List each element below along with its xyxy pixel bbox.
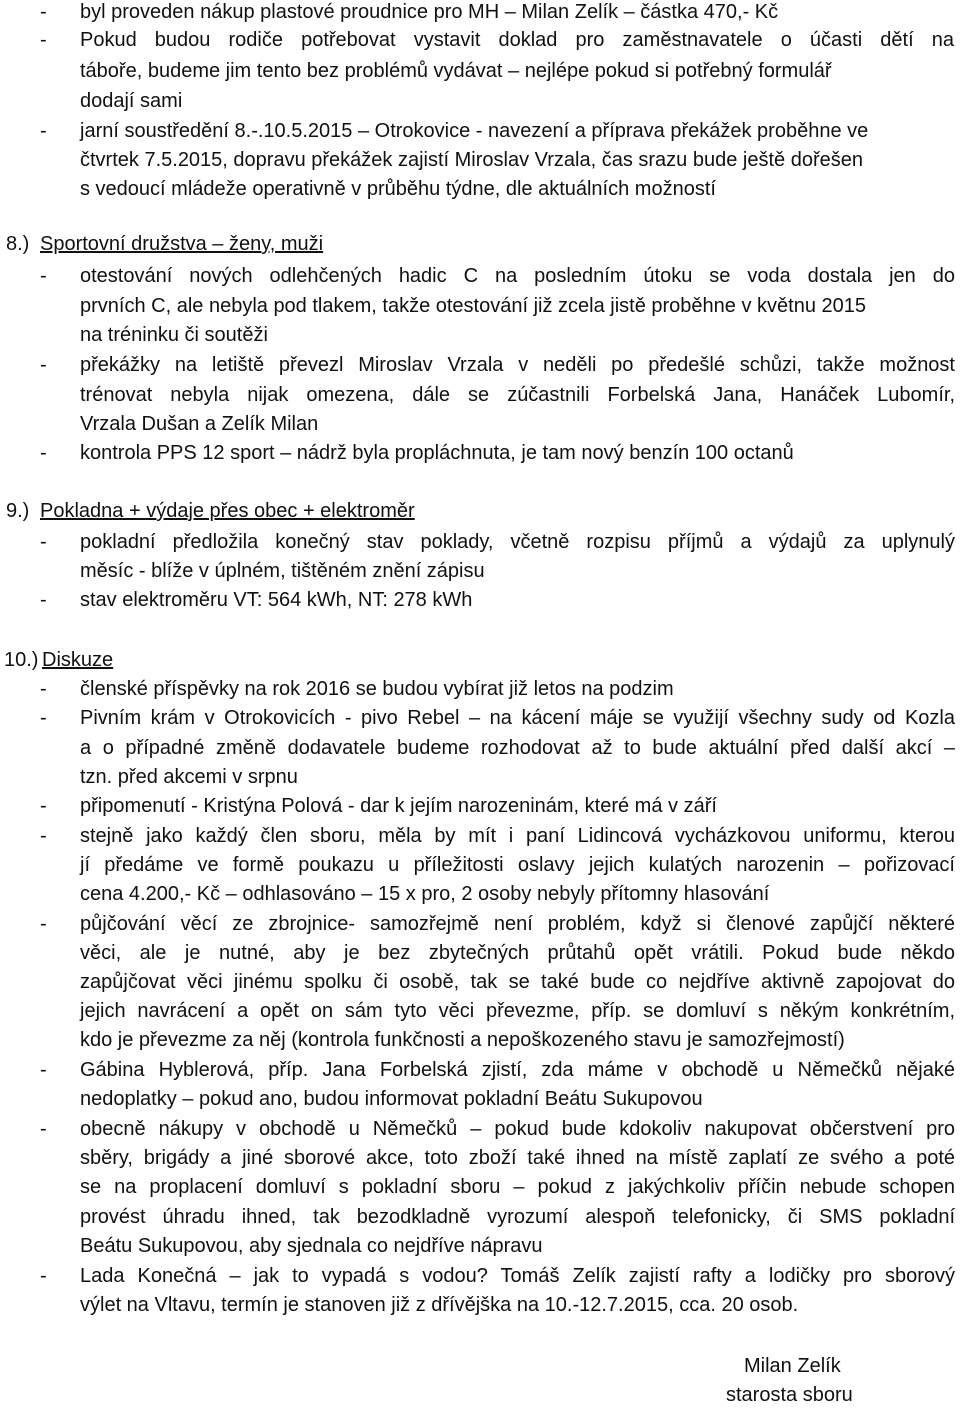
signature-name: Milan Zelík — [744, 1355, 841, 1377]
section-number: 10.) — [4, 649, 39, 671]
section-title: Pokladna + výdaje přes obec + elektroměr — [40, 500, 415, 522]
section-title: Sportovní družstva – ženy, muži — [40, 233, 324, 255]
section-number: 8.) — [6, 233, 30, 255]
document-page: - byl proveden nákup plastové proudnice pro MH – Milan Zelík – částka 470,- Kč - Pokud budou rodiče potřebovat vystavit doklad pro zaměstnavatele o účasti dětí na táboře, budeme jim tento bez problémů vydávat – nejlépe pokud si potřebný formulář dodají sami - jarní soustředění 8.-.10.5.2015 – Otrokovice - navezení a příprava překážek proběhne ve čtvrtek 7.5.2015, dopravu překážek zajistí Miroslav Vrzala, čas srazu bude ještě dořešen s vedoucí mládeže operativně v průběhu týdne, dle aktuálních možností 8.) Sportovní družstva – ženy, muži - otestování nových odlehčených hadic C na posledním útoku se voda dostala jen do prvních C, ale nebyla pod tlakem, takže otestování již zcela jistě proběhne v květnu 2015 na tréninku či soutěži - překážky na letiště převezl Miroslav Vrzala v neděli po předešlé schůzi, takže možnost trénovat nebyla nijak omezena, dále se zúčastnili Forbelská Jana, Hanáček Lubomír, Vrzala Dušan a Zelík Milan - kontrola PPS 12 sport – nádrž byla propláchnuta, je tam nový benzín 100 octanů 9.) Pokladna + výdaje přes obec + elektroměr - pokladní předložila konečný stav poklady, včetně rozpisu příjmů a výdajů za uplynulý měsíc - blíže v úplném, tištěném znění zápisu - stav elektroměru VT: 564 kWh, NT: 278 kWh 10.) Diskuze - členské příspěvky na rok 2016 se budou vybírat již letos na podzim - Pivním krám v Otrokovicích - pivo Rebel – na kácení máje se využijí všechny sudy od Kozla a o případné změně dodavatele budeme rozhodovat až to bude aktuální před další akcí – tzn. před akcemi v srpnu - připomenutí - Kristýna Polová - dar k jejím narozeninám, které má v září - stejně jako každý člen sboru, měla by mít i paní Lidincová vycházkovou uniformu, kterou jí předáme ve formě poukazu u příležitosti oslavy jejich kulatých narozenin – pořizovací cena 4.200,- Kč – odhlasováno – 15 x pro, 2 osoby nebyly přítomny hlasování - půjčování věcí ze zbrojnice- samozřejmě není problém, když si členové zapůjčí některé věci, ale je nutné, aby je bez zbytečných průtahů opět vrátili. Pokud bude někdo zapůjčovat věci jinému spolku či osobě, tak se také bude co nejdříve aktivně zapojovat do jejich navrácení a opět on sám tyto věci převezme, příp. se domluví s někým konkrétním, kdo je převezme za něj (kontrola funkčnosti a nepoškozeného stavu je samozřejmostí) - Gábina Hyblerová, příp. Jana Forbelská zjistí, zda máme v obchodě u Němečků nějaké nedoplatky – pokud ano, budou informovat pokladní Beátu Sukupovou - obecně nákupy v obchodě u Němečků – pokud bude kdokoliv nakupovat občerstvení pro sběry, brigády a jiné sborové akce, toto zboží také ihned na místě zaplatí ze svého a poté se na proplacení domluví s pokladní sboru – pokud z jakýchkoliv příčin nebude schopen provést úhradu ihned, tak bezodkladně vyrozumí alespoň telefonicky, či SMS pokladní Beátu Sukupovou, aby sjednala co nejdříve nápravu - Lada Konečná – jak to vypadá s vodou? Tomáš Zelík zajistí rafty a lodičky pro sborový výlet na Vltavu, termín je stanoven již z dřívějška na 10.-12.7.2015, cca. 20 osob. Milan Zelík starosta sboru — [0, 0, 960, 1406]
signature-role: starosta sboru — [726, 1384, 853, 1406]
section-number: 9.) — [6, 500, 30, 522]
section-title: Diskuze — [42, 649, 114, 671]
